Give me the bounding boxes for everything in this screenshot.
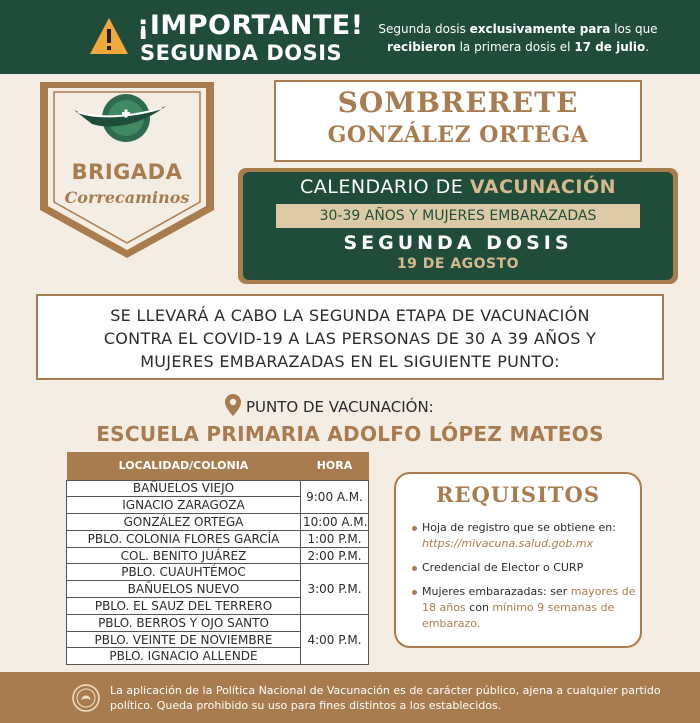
registration-link[interactable]: https://mivacuna.salud.gob.mx <box>422 537 594 550</box>
vaccination-point-label: PUNTO DE VACUNACIÓN: <box>246 398 434 416</box>
government-seal-icon <box>72 684 100 712</box>
time-cell: 2:00 P.M. <box>301 547 369 564</box>
column-header-time: HORA <box>301 452 369 480</box>
requirements-box <box>394 472 642 648</box>
locality-cell: PBLO. BERROS Y OJO SANTO <box>67 614 301 631</box>
age-group-band: 30-39 AÑOS Y MUJERES EMBARAZADAS <box>276 204 640 228</box>
locality-cell: PBLO. VEINTE DE NOVIEMBRE <box>67 631 301 648</box>
table-row <box>67 547 369 564</box>
table-row <box>67 480 369 497</box>
time-cell: 3:00 P.M. <box>301 564 369 614</box>
requirements-title: REQUISITOS <box>436 482 600 507</box>
table-header-row <box>67 452 369 480</box>
locality-cell: BAÑUELOS NUEVO <box>67 581 301 598</box>
locality-cell: GONZÁLEZ ORTEGA <box>67 514 301 531</box>
vaccination-point-name: ESCUELA PRIMARIA ADOLFO LÓPEZ MATEOS <box>96 422 604 446</box>
important-heading: ¡IMPORTANTE! <box>137 10 364 41</box>
calendar-box <box>243 172 673 280</box>
footer-disclaimer: La aplicación de la Política Nacional de Vacunación es de carácter público, ajena a cualquier partido político. Queda prohibido su uso para fines distintos a los establecidos. <box>110 684 661 712</box>
requirement-item: Credencial de Elector o CURP <box>414 560 636 576</box>
badge-subtitle: Correcaminos <box>64 188 190 207</box>
locality-cell: PBLO. COLONIA FLORES GARCÍA <box>67 530 301 547</box>
table-row <box>67 564 369 581</box>
time-cell: 10:00 A.M. <box>301 514 369 531</box>
schedule-table <box>66 452 369 665</box>
dose-label: SEGUNDA DOSIS <box>343 232 573 254</box>
warning-icon <box>88 16 130 56</box>
notice-line: CONTRA EL COVID-19 A LAS PERSONAS DE 30 A 39 AÑOS Y <box>103 329 597 348</box>
header-note: Segunda dosis exclusivamente para los que recibieron la primera dosis el 17 de julio. <box>378 22 658 54</box>
locality-name: GONZÁLEZ ORTEGA <box>327 122 589 148</box>
notice-line: SE LLEVARÁ A CABO LA SEGUNDA ETAPA DE VACUNACIÓN <box>110 306 590 325</box>
requirement-item: Hoja de registro que se obtiene en: https://mivacuna.salud.gob.mx <box>414 520 636 552</box>
notice-line: MUJERES EMBARAZADAS EN EL SIGUIENTE PUNTO: <box>140 352 560 371</box>
table-row <box>67 530 369 547</box>
locality-cell: PBLO. EL SAUZ DEL TERRERO <box>67 598 301 615</box>
column-header-locality: LOCALIDAD/COLONIA <box>67 452 301 480</box>
locality-cell: IGNACIO ZARAGOZA <box>67 497 301 514</box>
location-title-box <box>274 80 642 162</box>
locality-cell: PBLO. CUAUHTÉMOC <box>67 564 301 581</box>
location-pin-icon <box>224 393 242 417</box>
time-cell: 9:00 A.M. <box>301 480 369 514</box>
badge-title: BRIGADA <box>71 160 183 184</box>
requirement-item: Mujeres embarazadas: ser mayores de 18 años con mínimo 9 semanas de embarazo. <box>414 584 636 632</box>
vaccination-date: 19 DE AGOSTO <box>396 256 520 272</box>
second-dose-heading: SEGUNDA DOSIS <box>140 41 343 65</box>
time-cell: 4:00 P.M. <box>301 614 369 664</box>
notice-box <box>36 294 664 380</box>
requirements-list <box>414 520 636 640</box>
calendar-title: CALENDARIO DE VACUNACIÓN <box>299 176 616 198</box>
locality-cell: BAÑUELOS VIEJO <box>67 480 301 497</box>
table-row <box>67 514 369 531</box>
time-cell: 1:00 P.M. <box>301 530 369 547</box>
table-row <box>67 614 369 631</box>
municipality-name: SOMBRERETE <box>337 86 579 119</box>
locality-cell: PBLO. IGNACIO ALLENDE <box>67 648 301 665</box>
locality-cell: COL. BENITO JUÁREZ <box>67 547 301 564</box>
